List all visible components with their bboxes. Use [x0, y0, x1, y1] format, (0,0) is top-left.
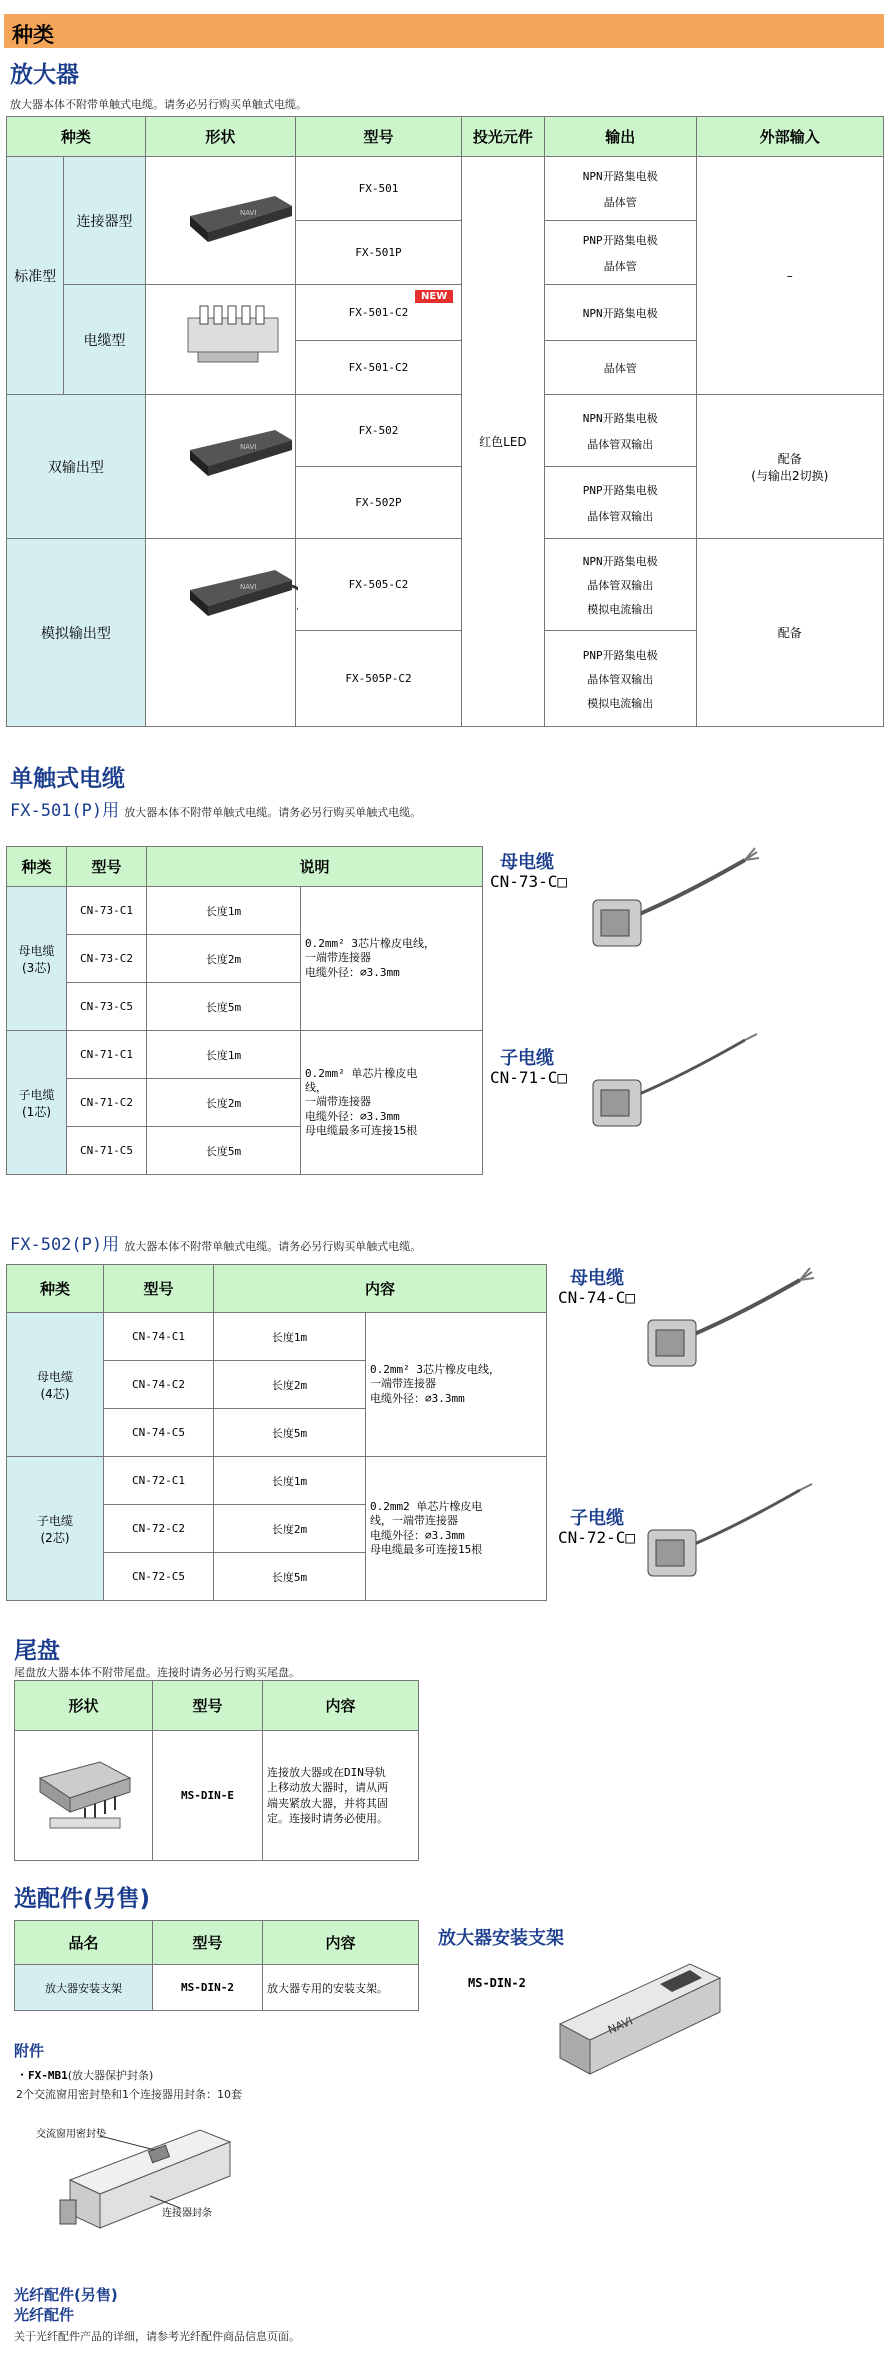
emitter-cell: 红色LED [461, 157, 544, 727]
seal-label-2: 连接器封条 [162, 2208, 212, 2219]
ext-standard: – [696, 157, 883, 395]
mother-cable-image [585, 840, 765, 970]
opt-header-model: 型号 [153, 1921, 263, 1965]
opt-model: MS-DIN-2 [153, 1965, 263, 2011]
img4-title: 子电缆 [570, 1508, 624, 1529]
ext-dual-line1: 配备 [777, 451, 802, 466]
section-banner [4, 14, 884, 48]
t1-model: CN-73-C2 [67, 935, 147, 983]
t1-length: 长度5m [147, 983, 301, 1031]
t1-length: 长度2m [147, 1079, 301, 1127]
svg-text:NAVI: NAVI [240, 443, 257, 451]
cable-sub1 [10, 796, 421, 821]
model-cell: FX-505P-C2 [295, 631, 461, 727]
header-emitter: 投光元件 [461, 117, 544, 157]
ep-header-desc: 内容 [263, 1681, 419, 1731]
cable-table-2 [6, 1264, 547, 1601]
header-output: 输出 [544, 117, 696, 157]
t2-child: 子电缆 (2芯) [7, 1457, 104, 1601]
t1-length: 长度1m [147, 1031, 301, 1079]
t1-length: 长度5m [147, 1127, 301, 1175]
t1-model: CN-71-C5 [67, 1127, 147, 1175]
output-line: 晶体管双输出 [587, 437, 654, 451]
cable-sub2 [10, 1230, 421, 1255]
accessory-model: FX-MB1 [28, 2069, 68, 2082]
new-badge: NEW [415, 290, 453, 303]
output-cell [544, 157, 696, 221]
sub-cable: 电缆型 [64, 285, 146, 395]
ext-dual-line2: (与输出2切换) [751, 468, 829, 483]
child-cable-image [585, 1020, 765, 1150]
t1-header-desc: 说明 [147, 847, 483, 887]
t2-model: CN-72-C1 [104, 1457, 214, 1505]
output-line: 晶体管双输出 [587, 509, 654, 523]
t1-header-type: 种类 [7, 847, 67, 887]
amplifier-note: 放大器本体不附带单触式电缆。请务必另行购买单触式电缆。 [10, 98, 307, 111]
mother-cable-image-2 [640, 1260, 820, 1390]
output-cell: 晶体管 [544, 341, 696, 395]
t2-length: 长度2m [214, 1505, 366, 1553]
opt-header-desc: 内容 [263, 1921, 419, 1965]
output-line: NPN开路集电极 [582, 411, 658, 425]
t2-desc-mother: 0.2mm² 3芯片橡皮电线， 一端带连接器 电缆外径：⌀3.3mm [366, 1313, 547, 1457]
t1-desc-child: 0.2mm² 单芯片橡皮电 线， 一端带连接器 电缆外径：⌀3.3mm 母电缆最多可连接15根 [301, 1031, 483, 1175]
t2-header-model: 型号 [104, 1265, 214, 1313]
t1-header-model: 型号 [67, 847, 147, 887]
ep-header-model: 型号 [153, 1681, 263, 1731]
t2-length: 长度1m [214, 1457, 366, 1505]
cable-title: 单触式电缆 [10, 766, 125, 792]
model-cell: FX-501 [295, 157, 461, 221]
output-cell [544, 539, 696, 631]
mounting-bracket-image [540, 1944, 750, 2094]
header-model: 型号 [295, 117, 461, 157]
output-cell [544, 395, 696, 467]
cable-sub1-model: FX-501(P)用 [10, 801, 120, 821]
fiber-title-2: 光纤配件 [14, 2306, 75, 2324]
output-line: 晶体管 [603, 259, 637, 273]
opt-img-model: MS-DIN-2 [468, 1976, 526, 1990]
amplifier-dual-image [180, 410, 298, 490]
header-shape: 形状 [145, 117, 295, 157]
model-cell: FX-502P [295, 467, 461, 539]
img1-model: CN-73-C□ [490, 872, 568, 891]
img2-title: 子电缆 [500, 1048, 554, 1069]
t2-mother: 母电缆 (4芯) [7, 1313, 104, 1457]
cable-sub1-note: 放大器本体不附带单触式电缆。请务必另行购买单触式电缆。 [124, 806, 422, 819]
t2-header-desc: 内容 [214, 1265, 547, 1313]
ep-header-shape: 形状 [15, 1681, 153, 1731]
t1-model: CN-71-C2 [67, 1079, 147, 1127]
output-cell [544, 221, 696, 285]
output-line: 晶体管双输出 [587, 578, 654, 592]
t1-model: CN-73-C1 [67, 887, 147, 935]
header-ext-input: 外部输入 [696, 117, 883, 157]
output-cell: NPN开路集电极 [544, 285, 696, 341]
amplifier-connector-image [180, 188, 298, 248]
amplifier-analog-image [180, 550, 298, 640]
t1-length: 长度1m [147, 887, 301, 935]
t2-header-type: 种类 [7, 1265, 104, 1313]
header-type: 种类 [7, 117, 146, 157]
cat-standard: 标准型 [7, 157, 64, 395]
options-table [14, 1920, 419, 2011]
model-cell: FX-501-C2 [295, 341, 461, 395]
opt-header-name: 品名 [15, 1921, 153, 1965]
cable-sub2-note: 放大器本体不附带单触式电缆。请务必另行购买单触式电缆。 [124, 1240, 422, 1253]
output-line: 晶体管双输出 [587, 672, 654, 686]
accessory-title: 附件 [14, 2042, 45, 2060]
output-line: 模拟电流输出 [587, 696, 654, 710]
model-cell: FX-502 [295, 395, 461, 467]
ext-dual [696, 395, 883, 539]
output-line: PNP开路集电极 [582, 648, 658, 662]
img3-model: CN-74-C□ [558, 1288, 636, 1307]
t1-desc-mother: 0.2mm² 3芯片橡皮电线， 一端带连接器 电缆外径：⌀3.3mm [301, 887, 483, 1031]
output-line: PNP开路集电极 [582, 483, 658, 497]
accessory-desc: 2个交流窗用密封垫和1个连接器用封条：10套 [16, 2088, 242, 2101]
amplifier-cable-image [178, 298, 298, 368]
opt-img-title: 放大器安装支架 [438, 1928, 564, 1949]
t2-length: 长度5m [214, 1553, 366, 1601]
t1-model: CN-73-C5 [67, 983, 147, 1031]
output-line: 模拟电流输出 [587, 602, 654, 616]
t1-model: CN-71-C1 [67, 1031, 147, 1079]
ep-model: MS-DIN-E [153, 1731, 263, 1861]
t2-model: CN-74-C2 [104, 1361, 214, 1409]
endplate-note: 尾盘放大器本体不附带尾盘。连接时请务必另行购买尾盘。 [14, 1666, 300, 1679]
cat-analog: 模拟输出型 [7, 539, 146, 727]
opt-name: 放大器安装支架 [15, 1965, 153, 2011]
accessory-item-desc: (放大器保护封条) [67, 2069, 154, 2082]
cat-dual: 双输出型 [7, 395, 146, 539]
seal-label-1: 交流窗用密封垫 [36, 2129, 106, 2140]
child-cable-image-2 [640, 1470, 820, 1600]
output-line: NPN开路集电极 [582, 169, 658, 183]
sub-connector: 连接器型 [64, 157, 146, 285]
model-cell: FX-501P [295, 221, 461, 285]
svg-text:NAVI: NAVI [240, 209, 257, 217]
t2-model: CN-74-C5 [104, 1409, 214, 1457]
bracket-label: NAVI [605, 2014, 635, 2037]
options-title: 选配件(另售) [14, 1886, 151, 1912]
ep-desc: 连接放大器或在DIN导轨 上移动放大器时，请从两 端夹紧放大器，并将其固 定。连接时请务必使用。 [263, 1731, 419, 1861]
output-cell [544, 467, 696, 539]
t1-child: 子电缆 (1芯) [7, 1031, 67, 1175]
output-line: PNP开路集电极 [582, 233, 658, 247]
output-line: NPN开路集电极 [582, 554, 658, 568]
amplifier-table [6, 116, 884, 727]
endplate-image [30, 1748, 140, 1838]
img2-model: CN-71-C□ [490, 1068, 568, 1087]
amplifier-title: 放大器 [10, 62, 79, 88]
t2-model: CN-74-C1 [104, 1313, 214, 1361]
t2-length: 长度2m [214, 1361, 366, 1409]
svg-text:NAVI: NAVI [240, 583, 257, 591]
t2-length: 长度1m [214, 1313, 366, 1361]
t2-model: CN-72-C5 [104, 1553, 214, 1601]
cable-sub2-model: FX-502(P)用 [10, 1235, 120, 1255]
t2-desc-child: 0.2mm2 单芯片橡皮电 线，一端带连接器 电缆外径：⌀3.3mm 母电缆最多可连接15根 [366, 1457, 547, 1601]
img4-model: CN-72-C□ [558, 1528, 636, 1547]
img3-title: 母电缆 [570, 1268, 624, 1289]
model-cell: FX-501-C2 [295, 285, 461, 341]
t2-model: CN-72-C2 [104, 1505, 214, 1553]
t2-length: 长度5m [214, 1409, 366, 1457]
fiber-title-1: 光纤配件(另售) [14, 2286, 118, 2304]
ext-analog: 配备 [696, 539, 883, 727]
banner-title: 种类 [12, 23, 54, 47]
endplate-title: 尾盘 [14, 1638, 60, 1664]
t1-mother: 母电缆 (3芯) [7, 887, 67, 1031]
opt-desc: 放大器专用的安装支架。 [263, 1965, 419, 2011]
output-cell [544, 631, 696, 727]
accessory-item: ・FX-MB1(放大器保护封条) [16, 2068, 154, 2082]
fiber-note: 关于光纤配件产品的详细，请参考光纤配件商品信息页面。 [14, 2330, 300, 2343]
img1-title: 母电缆 [500, 852, 554, 873]
t1-length: 长度2m [147, 935, 301, 983]
model-cell: FX-505-C2 [295, 539, 461, 631]
output-line: 晶体管 [603, 195, 637, 209]
cable-table-1 [6, 846, 483, 1175]
